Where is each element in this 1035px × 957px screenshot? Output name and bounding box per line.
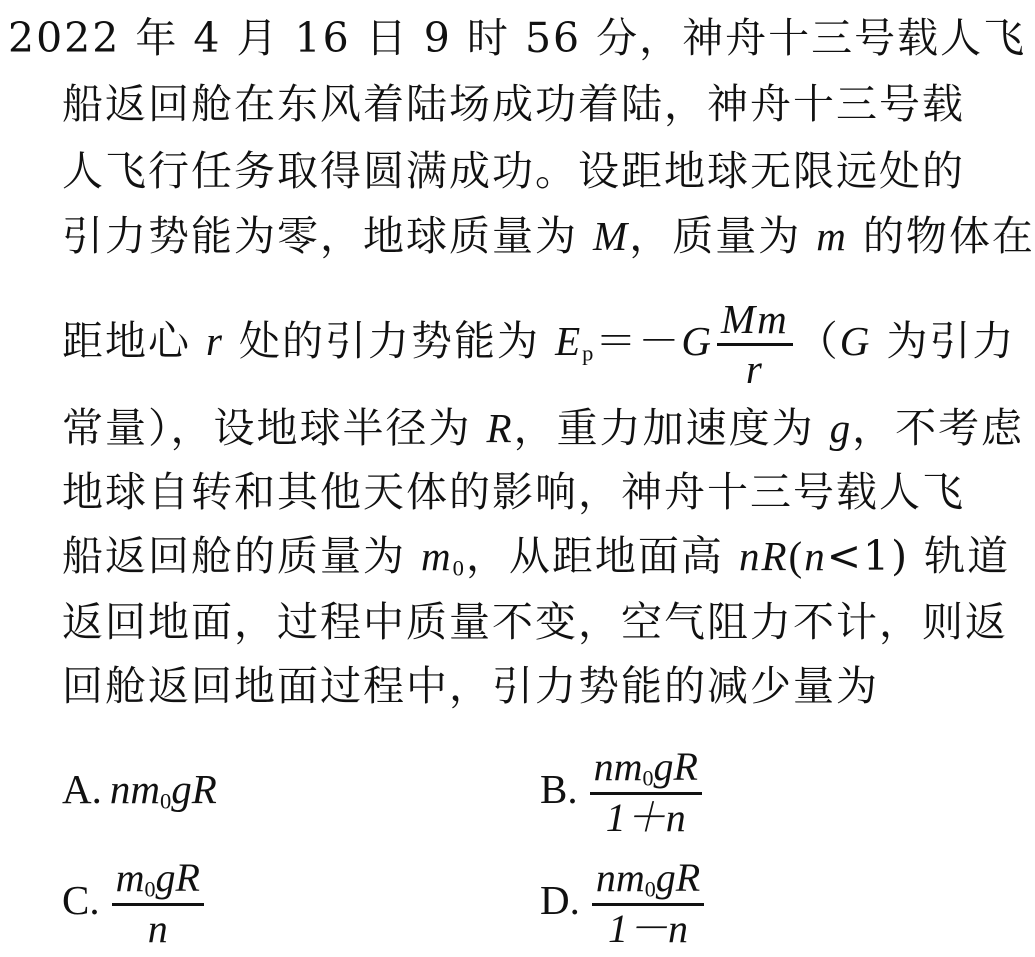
option-b[interactable] xyxy=(540,744,706,840)
option-c-numerator xyxy=(112,857,204,901)
option-c-num-subscript: 0 xyxy=(144,876,156,902)
potential-energy-fraction xyxy=(717,298,793,391)
question-line-6 xyxy=(62,398,1024,458)
question-text-line-2: 船返回舱在东风着陆场成功着陆，神舟十三号载 xyxy=(62,80,965,128)
symbol-object-mass: m xyxy=(816,213,848,259)
question-text-line-4c: 的物体在 xyxy=(847,212,1035,260)
question-text-line-6a: 常量），设地球半径为 xyxy=(62,404,487,452)
question-line-4 xyxy=(62,206,1035,266)
question-text-line-6c: ，不考虑 xyxy=(852,404,1025,452)
option-c-fraction xyxy=(112,857,204,950)
symbol-earth-mass: M xyxy=(593,213,630,259)
question-text-line-5a: 距地心 xyxy=(62,317,207,366)
fraction-numerator: Mm xyxy=(721,296,789,342)
option-b-num-subscript: 0 xyxy=(642,765,654,791)
option-a-label: A. xyxy=(62,766,102,812)
option-b-fraction xyxy=(590,746,702,839)
question-text-line-7: 地球自转和其他天体的影响，神舟十三号载人飞 xyxy=(62,468,965,516)
option-b-numerator xyxy=(590,746,702,790)
question-text-line-10: 回舱返回地面过程中，引力势能的减少量为 xyxy=(62,662,879,710)
question-text-line-5c: （ xyxy=(796,317,840,366)
option-a-term-nm: nm xyxy=(109,766,160,812)
question-text-line-3: 人飞行任务取得圆满成功。设距地球无限远处的 xyxy=(62,147,965,195)
question-text-line-4a: 引力势能为零，地球质量为 xyxy=(62,212,594,260)
option-b-num-nm: nm xyxy=(593,744,643,790)
question-line-3 xyxy=(62,141,965,201)
option-a-term-gR: gR xyxy=(171,766,217,812)
symbol-gravitational-constant: G xyxy=(681,318,714,365)
option-c-denominator: n xyxy=(147,905,168,951)
fraction-denominator: r xyxy=(745,346,764,393)
option-d[interactable] xyxy=(540,855,708,951)
question-line-1 xyxy=(8,8,1026,68)
symbol-capsule-mass-subscript: 0 xyxy=(452,555,466,581)
question-line-5 xyxy=(62,296,1016,393)
question-text-line-6b: ，重力加速度为 xyxy=(513,404,830,452)
option-d-label: D. xyxy=(540,877,580,923)
question-line-7 xyxy=(62,462,965,522)
question-text-line-4b: ，质量为 xyxy=(629,212,817,260)
option-d-denominator: 1－n xyxy=(608,905,689,951)
symbol-n: n xyxy=(804,533,827,579)
question-line-8 xyxy=(62,526,1010,586)
question-text-line-5d: 为引力 xyxy=(871,317,1016,366)
paren-open: ( xyxy=(788,533,805,579)
symbol-energy-subscript: p xyxy=(582,340,596,366)
option-d-num-subscript: 0 xyxy=(644,876,656,902)
symbol-gravitational-constant-2: G xyxy=(839,318,872,365)
option-c[interactable] xyxy=(62,855,208,951)
option-b-num-gR: gR xyxy=(653,744,698,790)
question-text-line-8d: <1) 轨道 xyxy=(826,532,1011,580)
option-d-num-nm: nm xyxy=(595,855,645,901)
option-d-fraction xyxy=(592,857,704,950)
question-text-line-9: 返回地面，过程中质量不变，空气阻力不计，则返 xyxy=(62,598,1008,646)
question-line-10 xyxy=(62,656,879,716)
question-text-line-8a: 船返回舱的质量为 xyxy=(62,532,422,580)
question-text-line-5b: 处的引力势能为 xyxy=(224,317,556,366)
question-text-line-1: 2022 年 4 月 16 日 9 时 56 分，神舟十三号载人飞 xyxy=(8,14,1027,62)
symbol-energy-e: E xyxy=(555,318,583,365)
option-b-denominator: 1＋n xyxy=(605,794,686,840)
option-c-num-m: m xyxy=(115,855,145,901)
question-line-2 xyxy=(62,74,965,134)
symbol-height-nR: nR xyxy=(738,533,789,579)
symbol-capsule-mass: m xyxy=(421,533,453,579)
symbol-gravity-g: g xyxy=(829,405,853,451)
option-a[interactable] xyxy=(62,744,217,834)
symbol-earth-radius: R xyxy=(486,405,514,451)
equals-minus-sign: ＝－ xyxy=(595,318,682,365)
option-a-subscript: 0 xyxy=(159,788,172,814)
option-d-num-gR: gR xyxy=(655,855,701,901)
option-d-numerator xyxy=(592,857,704,901)
option-c-num-gR: gR xyxy=(155,855,200,901)
question-text-line-8b: ，从距地面高 xyxy=(465,532,739,580)
symbol-radius-r: r xyxy=(206,318,225,365)
option-c-label: C. xyxy=(62,877,100,923)
question-line-9 xyxy=(62,592,1008,652)
option-b-label: B. xyxy=(540,766,578,812)
